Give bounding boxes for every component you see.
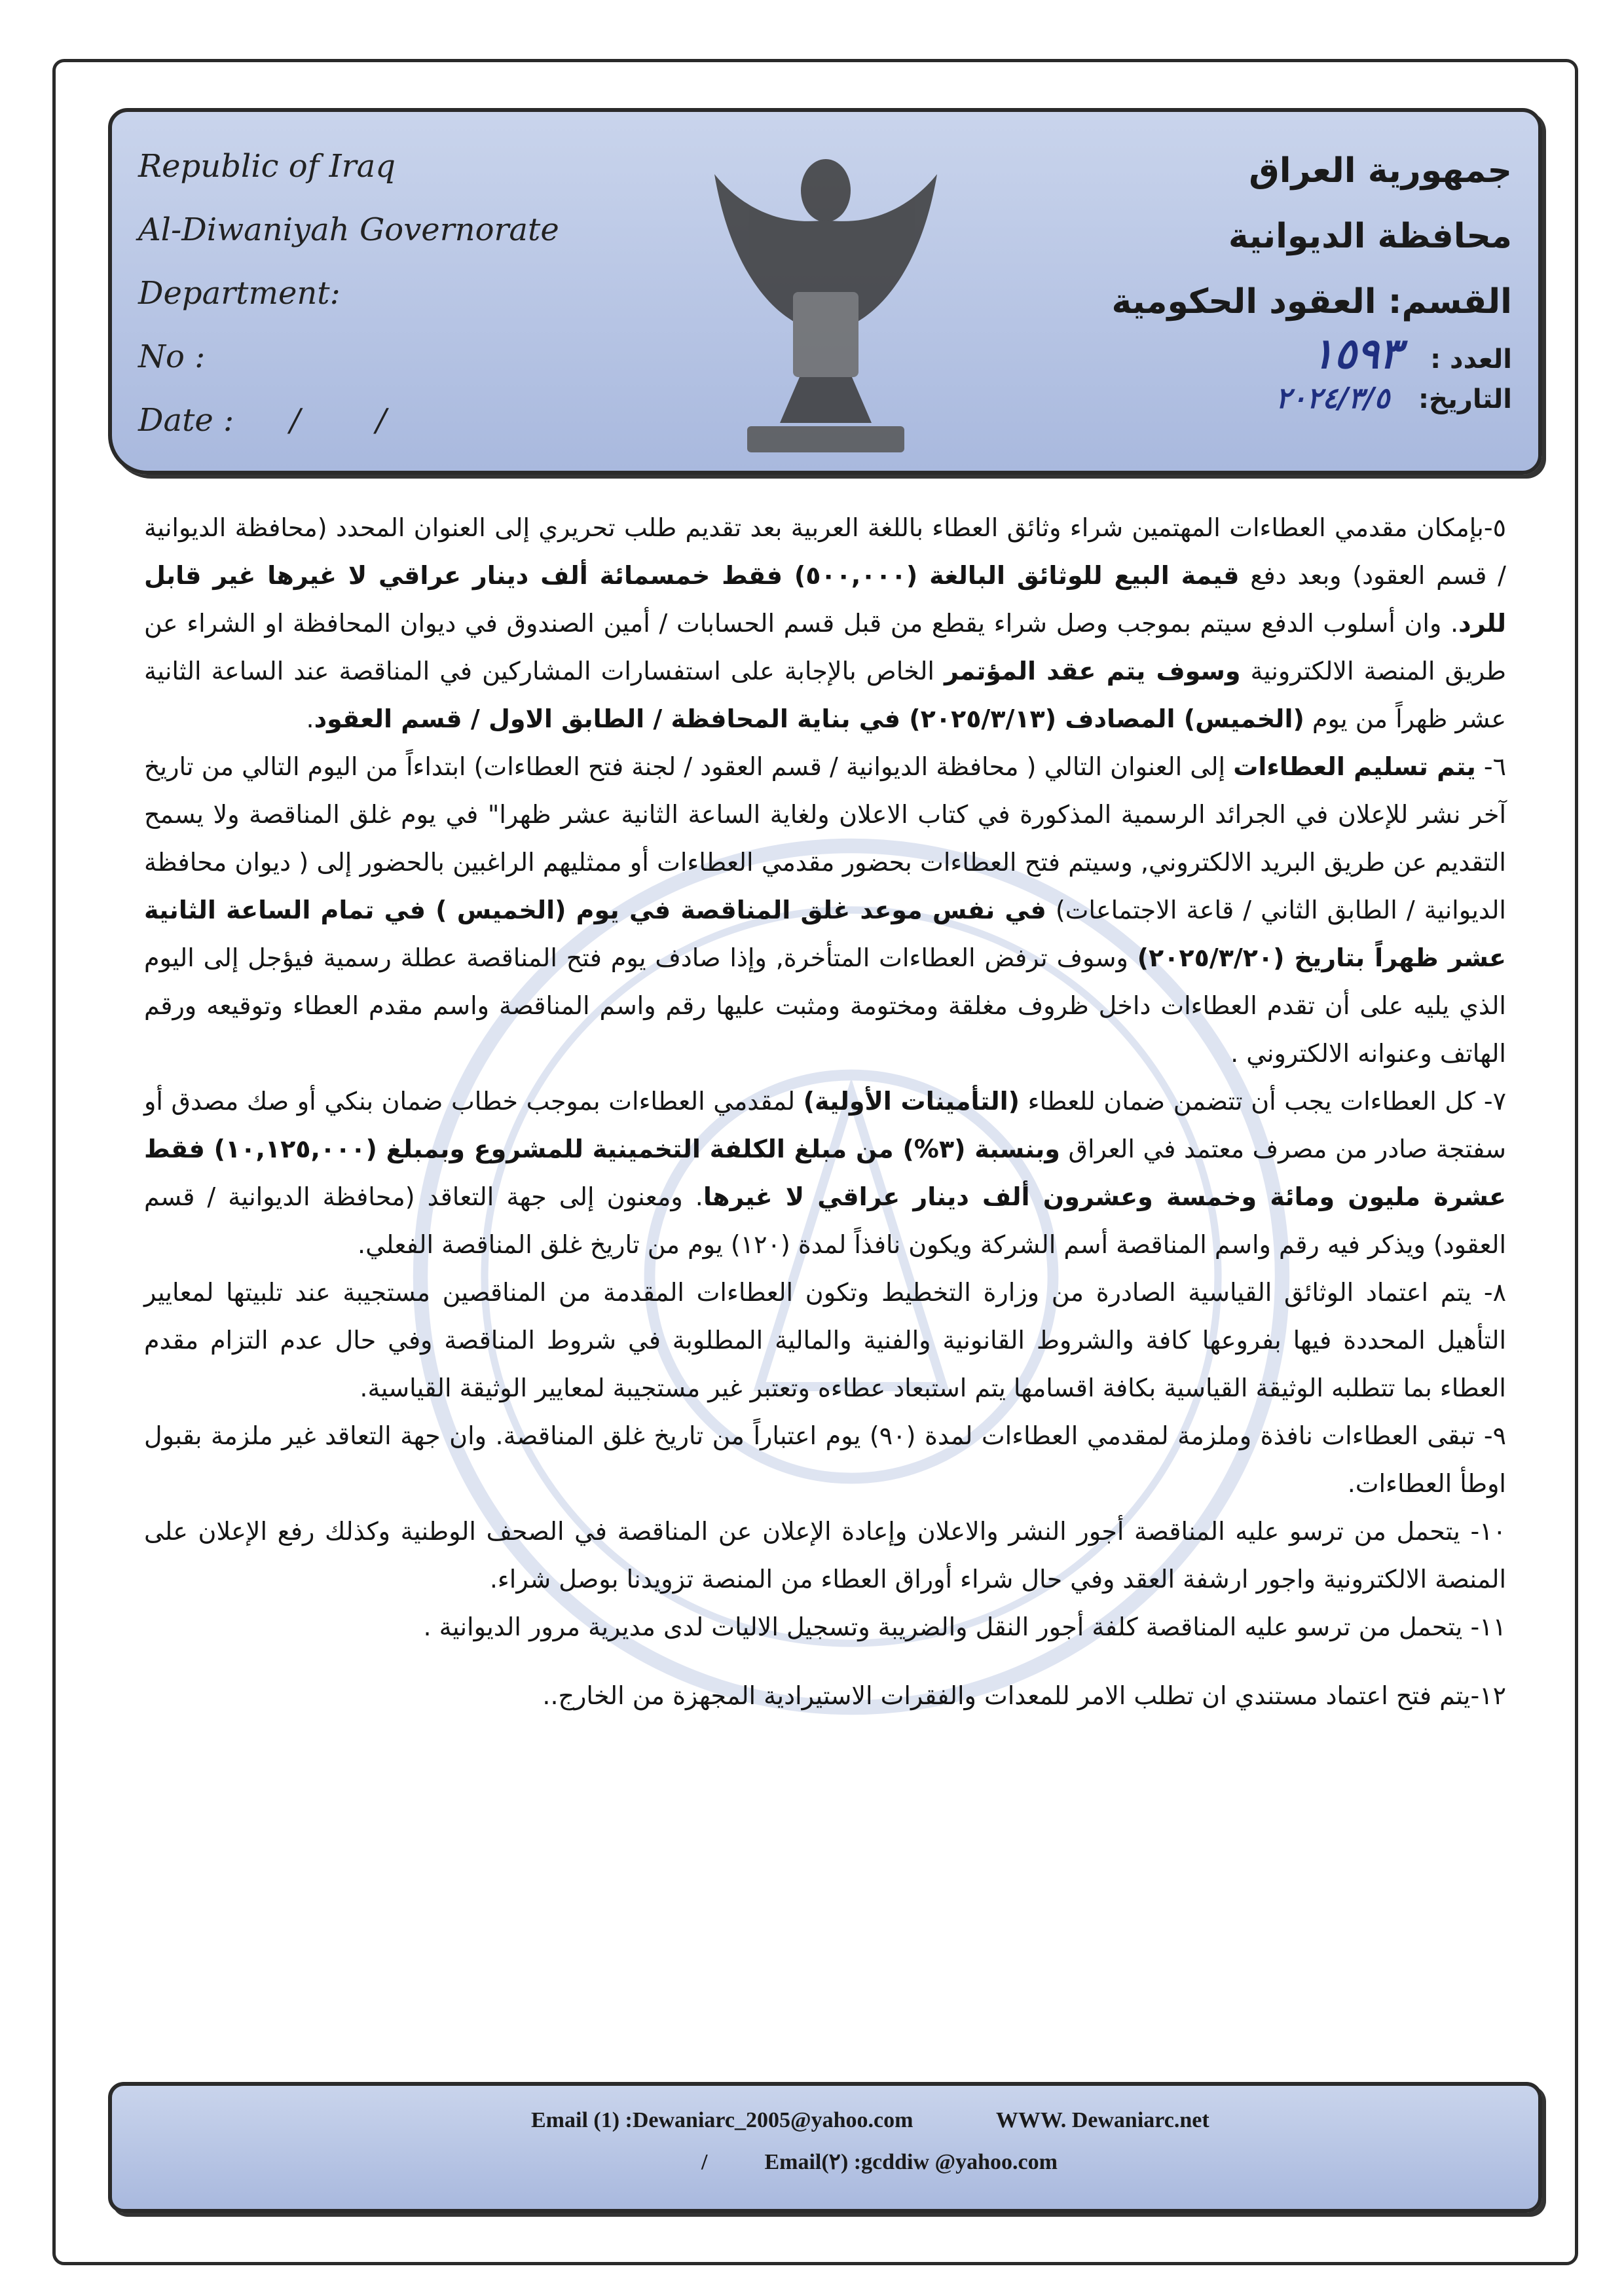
department-ar: القسم: العقود الحكومية [1111,282,1512,321]
letterhead-arabic [1111,138,1512,419]
date-ar [1111,379,1512,419]
governorate-en: Al-Diwaniyah Governorate [138,211,559,248]
republic-en: Republic of Iraq [138,148,396,185]
paragraph-7 [144,1078,1506,1269]
governorate-ar: محافظة الديوانية [1228,217,1512,256]
text-segment: . [306,704,314,733]
footer-email-2: Email(٢) :gcddiw @yahoo.com [764,2150,1058,2174]
date-ar-label: التاريخ: [1418,384,1512,414]
paragraph-5 [144,504,1506,743]
footer-contact [108,2082,1542,2213]
bold-segment: في نفس موعد غلق المناقصة في يوم (الخميس ) في تمام الساعة الثانية عشر ظهراً بتاريخ (٢٠٢٥/٣/٢٠) [144,896,1506,972]
text-segment: ٧- كل العطاءات يجب أن تتضمن ضمان للعطاء [1020,1087,1506,1116]
bold-segment: وسوف يتم عقد المؤتمر [944,657,1241,685]
text-segment: ٥-بإمكان مقدمي العطاءات المهتمين شراء وثائق العطاء باللغة العربية بعد تقديم طلب تحريري إلى العنوان المحدد (محافظة الديوانية / قسم العقود) وبعد دفع [144,513,1506,590]
footer-row-1 [531,2108,1209,2133]
text-segment: الخاص بالإجابة على استفسارات المشاركين في المناقصة عند الساعة الثانية عشر ظهراً من يوم [144,657,1506,733]
footer-email-1: Email (1) :Dewaniarc_2005@yahoo.com [531,2108,913,2132]
paragraph-12 [144,1672,1506,1720]
bold-segment: وبنسبة (٣%) من مبلغ الكلفة التخمينية للمشروع وبمبلغ (١٠,١٢٥,٠٠٠) فقط عشرة مليون ومائة وخمسة وعشرون ألف دينار عراقي لا غيرها [144,1135,1506,1211]
letterhead-english [138,135,559,452]
letterhead [108,108,1542,475]
text-segment: ١٢-يتم فتح اعتماد مستندي ان تطلب الامر للمعدات والفقرات الاستيرادية المجهزة من الخارج.. [542,1681,1506,1710]
number-en: No : [138,338,206,375]
text-segment: ٦- [1475,752,1507,781]
iraq-eagle-emblem-icon [701,128,950,462]
date-en-slashes: / / [289,402,420,439]
bold-segment: (التأمينات الأولية) [803,1087,1020,1116]
number-ar [1111,329,1512,379]
paragraph-10 [144,1508,1506,1603]
paragraph-9 [144,1412,1506,1508]
bold-segment: (الخميس) المصادف (٢٠٢٥/٣/١٣) في بناية المحافظة / الطابق الاول / قسم العقود [314,704,1304,733]
bold-segment: يتم تسليم العطاءات [1233,752,1476,781]
date-en-label: Date : [138,402,234,439]
paragraph-11 [144,1603,1506,1651]
republic-ar: جمهورية العراق [1249,151,1512,191]
text-segment: ١١- يتحمل من ترسو عليه المناقصة كلفة أجور النقل والضريبة وتسجيل الاليات لدى مديرية مرور الديوانية . [423,1613,1506,1641]
text-segment: لمقدمي العطاءات بموجب خطاب ضمان بنكي أو صك مصدق أو سفتجة صادر من مصرف معتمد في العراق [144,1087,1507,1163]
letter-body [144,504,1506,1720]
text-segment: ١٠- يتحمل من ترسو عليه المناقصة أجور النشر والاعلان وإعادة الإعلان عن المناقصة في الصحف الوطنية وكذلك رفع الإعلان على المنصة الالكترونية واجور ارشفة العقد وفي حال شراء أوراق العطاء من المنصة تزويدنا بوصل شراء. [144,1517,1506,1594]
paragraph-8 [144,1269,1506,1412]
text-segment: ٩- تبقى العطاءات نافذة وملزمة لمقدمي العطاءات لمدة (٩٠) يوم اعتباراً من تاريخ غلق المناقصة. وان جهة التعاقد غير ملزمة بقبول اوطأ العطاءات. [144,1421,1506,1498]
number-ar-value: ١٥٩٣ [1311,329,1402,378]
text-segment: إلى العنوان التالي ( محافظة الديوانية / قسم العقود / لجنة فتح العطاءات) ابتداءاً من اليوم التالي من تاريخ آخر نشر للإعلان في الجرائد الرسمية المذكورة في كتاب الاعلان ولغاية الساعة الثانية عشر ظهرا" في يوم غلق المناقصة ولا يسمح التقديم عن طريق البريد الالكتروني, وسيتم فتح العطاءات بحضور مقدمي العطاءات أو ممثليهم الراغبين بالحضور إلى ( ديوان محافظة الديوانية / الطابق الثاني / قاعة الاجتماعات) [144,752,1506,924]
date-ar-value: ٢٠٢٤/٣/٥ [1276,382,1390,415]
text-segment: ٨- يتم اعتماد الوثائق القياسية الصادرة من وزارة التخطيط وتكون العطاءات المقدمة من المناقصين مستجيبة عند تلبيتها لمعايير التأهيل المحددة فيها بفروعها كافة والشروط القانونية والفنية والمالية المطلوبة في شروط المناقصة وفي حال عدم التزام مقدم العطاء بما تتطلبه الوثيقة القياسية بكافة اقسامها يتم استبعاد عطاءه وتعتبر غير مستجيبة لمعايير الوثيقة القياسية. [144,1278,1506,1402]
footer-row-2 [701,2149,1058,2175]
text-segment: . ومعنون إلى جهة التعاقد (محافظة الديوانية / قسم العقود) ويذكر فيه رقم واسم المناقصة أسم الشركة ويكون نافذاً لمدة (١٢٠) يوم من تاريخ غلق المناقصة الفعلي. [144,1182,1506,1259]
department-en: Department: [138,275,341,312]
text-segment: وسوف ترفض العطاءات المتأخرة, وإذا صادف يوم فتح المناقصة عطلة رسمية فيؤجل إلى اليوم الذي يليه على أن تقدم العطاءات داخل ظروف مغلقة ومختومة ومثبت عليها رقم واسم المناقصة واسم مقدم العطاء وتوقيعه ورقم الهاتف وعنوانه الالكتروني . [144,943,1506,1068]
paragraph-6 [144,743,1506,1078]
date-en [138,389,559,452]
bold-segment: قيمة البيع للوثائق البالغة (٥٠٠,٠٠٠) فقط خمسمائة ألف دينار عراقي لا غيرها غير قابل للرد [144,561,1506,638]
footer-slash: / [701,2150,708,2174]
text-segment: . وان أسلوب الدفع سيتم بموجب وصل شراء يقطع من قبل قسم الحسابات / أمين الصندوق في ديوان المحافظة او الشراء عن طريق المنصة الالكترونية [144,609,1507,685]
number-ar-label: العدد : [1430,344,1512,374]
footer-website: WWW. Dewaniarc.net [995,2108,1209,2132]
